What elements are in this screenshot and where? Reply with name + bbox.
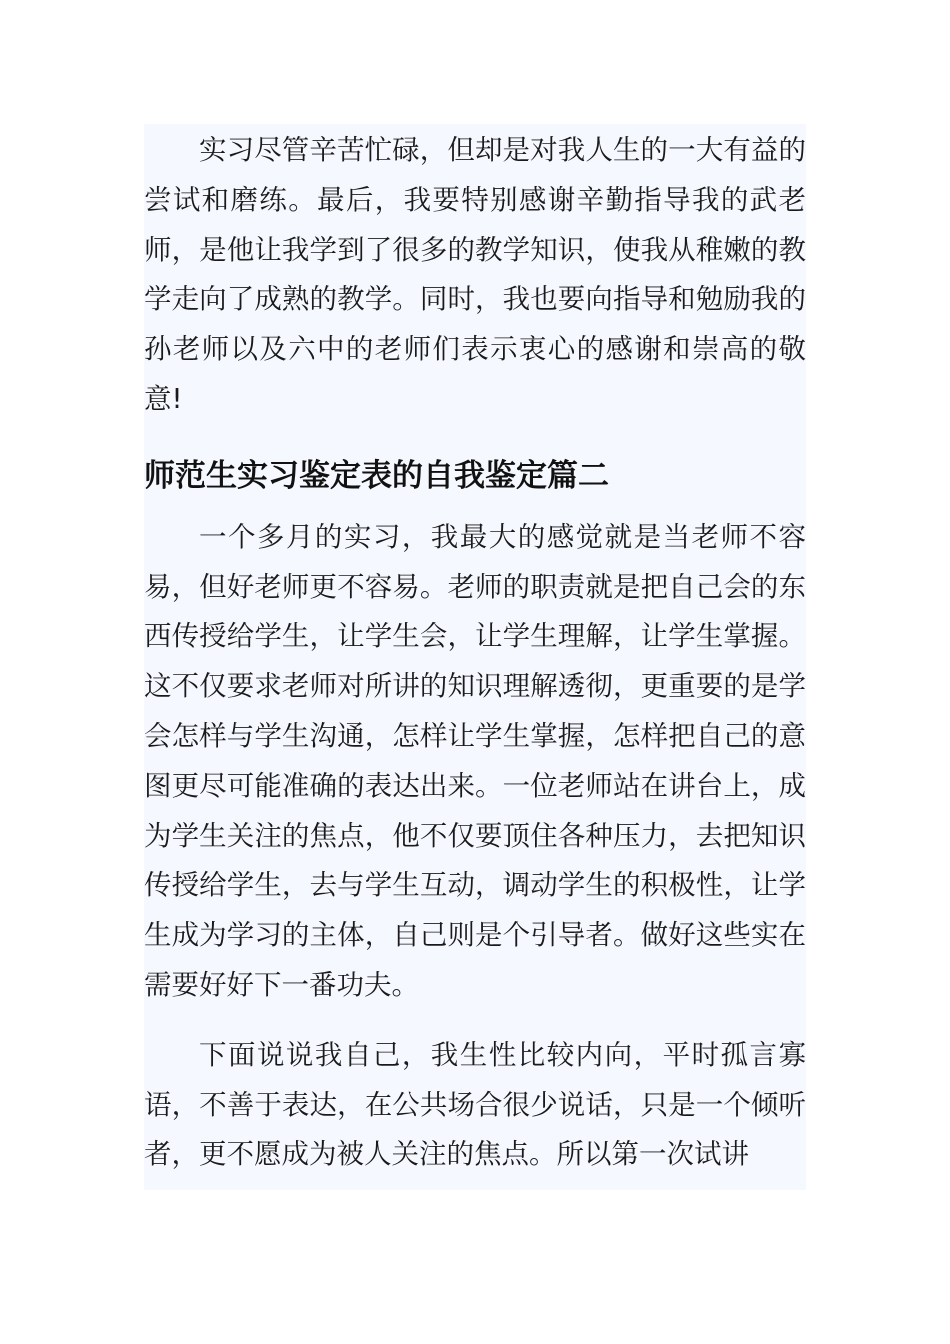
paragraph-main-2: 下面说说我自己，我生性比较内向，平时孤言寡语，不善于表达，在公共场合很少说话，只是一个倾听者，更不愿成为被人关注的焦点。所以第一次试讲 bbox=[144, 1038, 806, 1171]
section-heading: 师范生实习鉴定表的自我鉴定篇二 bbox=[144, 457, 609, 494]
paragraph-main-1: 一个多月的实习，我最大的感觉就是当老师不容易，但好老师更不容易。老师的职责就是把自己会的东西传授给学生，让学生会，让学生理解，让学生掌握。这不仅要求老师对所讲的知识理解透彻，更重要的是学会怎样与学生沟通，怎样让学生掌握，怎样把自己的意图更尽可能准确的表达出来。一位老师站在讲台上，成为学生关注的焦点，他不仅要顶住各种压力，去把知识传授给学生，去与学生互动，调动学生的积极性，让学生成为学习的主体，自己则是个引导者。做好这些实在需要好好下一番功夫。 bbox=[144, 520, 806, 1001]
paragraph-intro: 实习尽管辛苦忙碌，但却是对我人生的一大有益的尝试和磨练。最后，我要特别感谢辛勤指导我的武老师，是他让我学到了很多的教学知识，使我从稚嫩的教学走向了成熟的教学。同时，我也要向指导和勉励我的孙老师以及六中的老师们表示衷心的感谢和崇高的敬意! bbox=[144, 134, 806, 415]
document-body bbox=[144, 124, 806, 1190]
